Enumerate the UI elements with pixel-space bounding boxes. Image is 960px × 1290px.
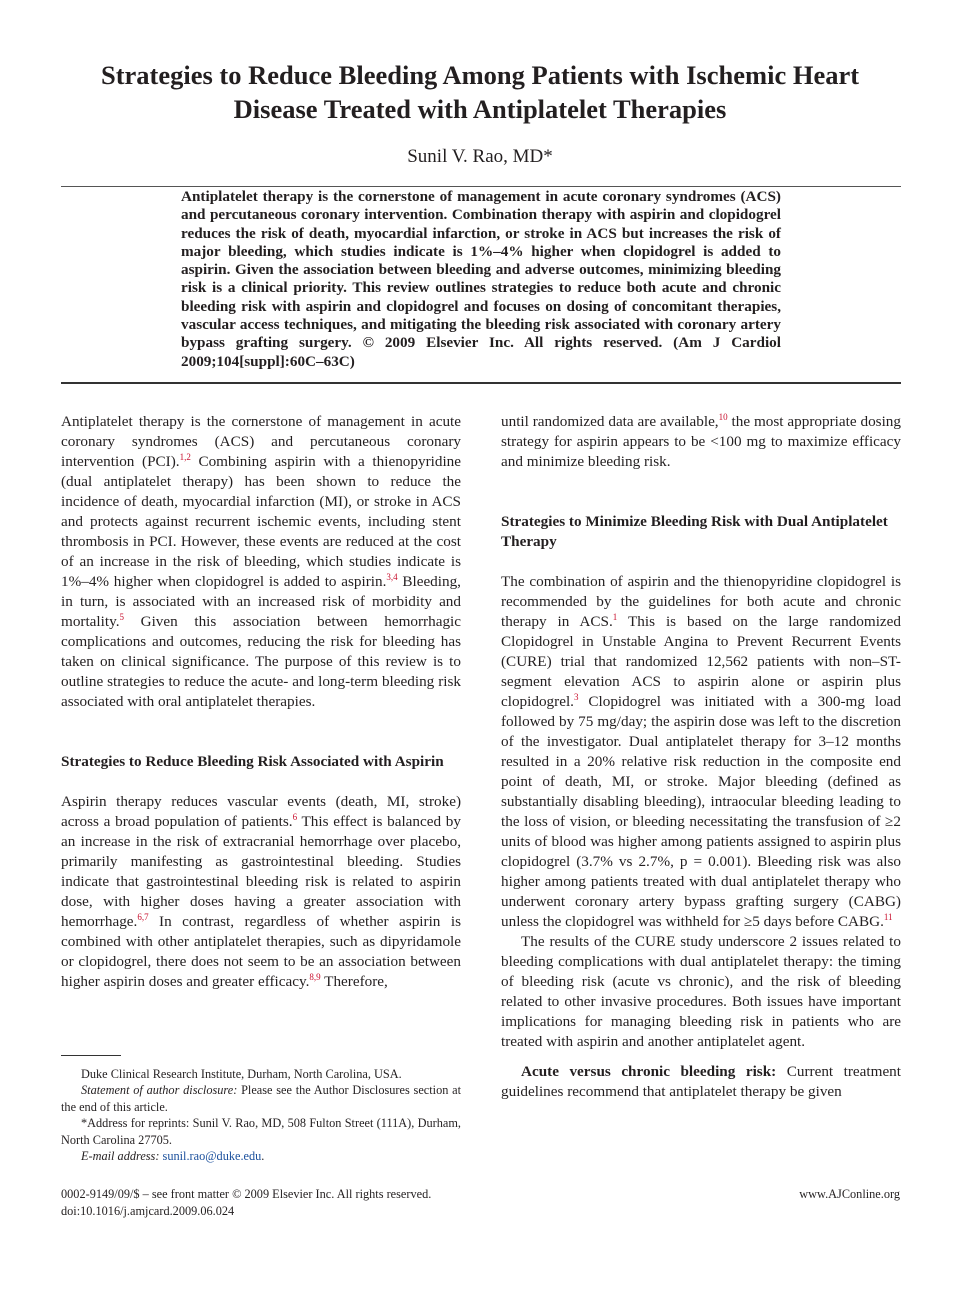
footnote-rule <box>61 1055 121 1056</box>
section-heading-aspirin: Strategies to Reduce Bleeding Risk Associated with Aspirin <box>61 753 444 770</box>
acute-chronic-paragraph: Acute versus chronic bleeding risk: Current treatment guidelines recommend that antiplatelet therapy be given <box>501 1063 901 1100</box>
cure-results-paragraph: The results of the CURE study underscore 2 issues related to bleeding complications with dual antiplatelet therapy: the timing of bleeding risk (acute vs chronic), and the risk of bleeding related to other invasive procedures. Both issues have important implications for managing bleeding risk in patients who are treated with aspirin and another antiplatelet agent. <box>501 933 901 1050</box>
citation-link[interactable]: 3,4 <box>386 572 398 582</box>
citation-link[interactable]: 11 <box>883 912 893 922</box>
issn-line: 0002-9149/09/$ – see front matter © 2009 Elsevier Inc. All rights reserved. <box>61 1187 432 1201</box>
citation-link[interactable]: 8,9 <box>309 972 321 982</box>
email-line: E-mail address: sunil.rao@duke.edu. <box>81 1149 265 1164</box>
intro-paragraph: Antiplatelet therapy is the cornerstone of management in acute coronary syndromes (ACS) and percutaneous coronary intervention (PCI).$^{1,2}$ Combining aspirin with a thienopyridine (dual antiplatelet therapy) has been shown to reduce the incidence of death, myocardial infarction (MI), or stroke in ACS and protects against recurrent ischemic events, including stent thrombosis in PCI. However, these events are reduced at the cost of an increase in the risk of bleeding, which studies indicate is 1%–4% higher when clopidogrel is added to aspirin.$^{3,4}$ Bleeding, in turn, is associated with an increased risk of morbidity and mortality.$^5$ Given this association between hemorrhagic complications and outcomes, reducing the risk for bleeding has taken on clinical significance. The purpose of this review is to outline strategies to reduce the acute- and long-term bleeding risk associated with oral antiplatelet therapies. <box>61 413 461 710</box>
citation-link[interactable]: 6,7 <box>137 912 149 922</box>
citation-link[interactable]: 6 <box>292 812 298 822</box>
copyright-footer <box>61 1186 561 1220</box>
affiliation: Duke Clinical Research Institute, Durham, North Carolina, USA. <box>81 1067 402 1081</box>
email-link[interactable]: sunil.rao@duke.edu <box>162 1149 262 1164</box>
citation-link[interactable]: 1 <box>612 612 618 622</box>
abstract: Antiplatelet therapy is the cornerstone of management in acute coronary syndromes (ACS) and percutaneous coronary intervention. Combination therapy with aspirin and clopidogrel reduces the risk of death, myocardial infarction, or stroke in ACS but increases the risk of major bleeding, which studies indicate is 1%–4% higher when clopidogrel is added to aspirin. Given the association between bleeding and adverse outcomes, minimizing bleeding risk is a clinical priority. This review outlines strategies to reduce both acute and chronic bleeding risk with aspirin and clopidogrel and focuses on dosing of concomitant therapies, vascular access techniques, and mitigating the bleeding risk associated with coronary artery bypass grafting surgery. © 2009 Elsevier Inc. All rights reserved. (Am J Cardiol 2009;104[suppl]:60C–63C) <box>181 188 781 370</box>
right-column <box>501 412 901 1102</box>
journal-website[interactable]: www.AJConline.org <box>799 1187 900 1201</box>
abstract-top-rule <box>61 186 901 187</box>
left-column <box>61 412 461 992</box>
section-heading-dual-therapy: Strategies to Minimize Bleeding Risk with Dual Antiplatelet Therapy <box>501 513 888 550</box>
citation-link[interactable]: 5 <box>119 612 124 622</box>
citation-link[interactable]: 3 <box>573 692 579 702</box>
abstract-bottom-rule <box>61 382 901 384</box>
combination-paragraph: The combination of aspirin and the thienopyridine clopidogrel is recommended by the guidelines for both acute and chronic therapy in ACS.$^1$ This is based on the large randomized Clopidogrel in Unstable Angina to Prevent Recurrent Events (CURE) trial that randomized 12,562 patients with non–ST-segment elevation ACS to aspirin alone or aspirin plus clopidogrel.$^3$ Clopidogrel was initiated with a 300-mg load followed by 75 mg/day; the aspirin dose was left to the discretion of the investigator. Dual antiplatelet therapy for 3–12 months resulted in a 20% relative risk reduction in the composite end point of death, MI, or stroke. Major bleeding (defined as substantially disabling bleeding), intraocular bleeding leading to the loss of vision, or bleeding necessitating the transfusion of ≥2 units of blood was higher among patients assigned to aspirin plus clopidogrel (3.7% vs 2.7%, p = 0.001). Bleeding risk was also higher among patients treated with dual antiplatelet therapy who underwent coronary artery bypass grafting surgery (CABG) unless the clopidogrel was withheld for ≥5 days before CABG.$^{11}$ <box>501 573 901 930</box>
author-name: Sunil V. Rao, MD* <box>407 146 553 167</box>
footnotes <box>61 1066 461 1164</box>
aspirin-paragraph: Aspirin therapy reduces vascular events (death, MI, stroke) across a broad population of patients.$^6$ This effect is balanced by an increase in the risk of extracranial hemorrhage over placebo, primarily manifesting as gastrointestinal bleeding. Studies indicate that gastrointestinal bleeding risk is related to aspirin dose, with higher doses having a greater association with hemorrhage.$^{6,7}$ In contrast, regardless of whether aspirin is combined with other antiplatelet therapies, such as dipyridamole or clopidogrel, there does not seem to be an association between higher aspirin doses and greater efficacy.$^{8,9}$ Therefore, <box>61 793 461 990</box>
doi-line: doi:10.1016/j.amjcard.2009.06.024 <box>61 1204 235 1218</box>
reprint-address: *Address for reprints: Sunil V. Rao, MD, 508 Fulton Street (111A), Durham, North Carolina 27705. <box>61 1116 461 1147</box>
title-line-1: Strategies to Reduce Bleeding Among Patients with Ischemic Heart <box>100 60 860 90</box>
article-title <box>40 58 920 126</box>
run-in-heading: Acute versus chronic bleeding risk: <box>521 1063 777 1080</box>
citation-link[interactable]: 10 <box>718 412 728 422</box>
citation-link[interactable]: 1,2 <box>179 452 191 462</box>
continued-paragraph: until randomized data are available,$^{10}$ the most appropriate dosing strategy for aspirin appears to be <100 mg to maximize efficacy and minimize bleeding risk. <box>501 412 901 470</box>
author-disclosure: Statement of author disclosure: Please see the Author Disclosures section at the end of this article. <box>61 1083 461 1114</box>
title-line-2: Disease Treated with Antiplatelet Therapies <box>233 94 727 124</box>
